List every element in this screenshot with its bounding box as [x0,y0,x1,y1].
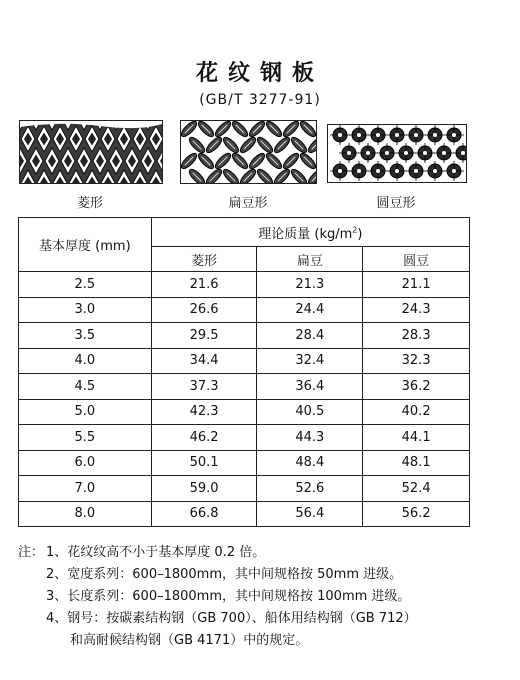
weight-cell: 44.3 [257,425,363,451]
round-bean-column-header: 圆豆 [363,247,470,272]
note-item [18,542,508,564]
note-number: 4、 [46,611,68,626]
table-row [19,297,470,323]
weight-cell: 59.0 [151,476,257,502]
weight-cell: 36.2 [363,374,470,400]
table-row [19,348,470,374]
thickness-cell: 7.0 [19,476,152,502]
page-title: 花纹钢板 [195,61,324,86]
thickness-cell: 4.5 [19,374,152,400]
table-row [19,450,470,476]
weight-cell: 28.4 [257,323,363,349]
weight-cell: 34.4 [151,348,257,374]
weight-cell: 24.3 [363,297,470,323]
weight-cell: 48.4 [257,450,363,476]
weight-cell: 26.6 [151,297,257,323]
round-bean-pattern-illustration [328,125,466,182]
theoretical-weight-table [18,217,470,527]
weight-cell: 46.2 [151,425,257,451]
weight-cell: 21.6 [151,272,257,298]
weight-cell: 36.4 [257,374,363,400]
weight-cell: 66.8 [151,501,257,527]
table-row [19,272,470,298]
thickness-cell: 2.5 [19,272,152,298]
lentil-pattern-illustration [181,121,316,183]
notes-prefix: 注： [18,545,45,560]
thickness-cell: 8.0 [19,501,152,527]
thickness-cell: 6.0 [19,450,152,476]
notes-section [18,542,508,652]
note-item [18,586,508,608]
table-row [19,476,470,502]
standard-number: (GB/T 3277-91) [199,92,321,108]
weight-cell: 40.5 [257,399,363,425]
note-text: 宽度系列：600–1800mm，其中间规格按 50mm 进级。 [67,567,403,582]
weight-cell: 21.1 [363,272,470,298]
rhombus-pattern-illustration [20,121,162,183]
round-bean-pattern-image [327,124,467,183]
weight-group-header: 理论质量 $(kg/m^2)$ [151,218,469,247]
note-number: 3、 [46,589,68,604]
weight-cell: 44.1 [363,425,470,451]
weight-cell: 42.3 [151,399,257,425]
weight-cell: 40.2 [363,399,470,425]
table-row [19,501,470,527]
weight-cell: 21.3 [257,272,363,298]
note-number: 2、 [46,567,68,582]
table-row [19,425,470,451]
weight-cell: 56.2 [363,501,470,527]
lentil-pattern-image [180,120,317,184]
weight-cell: 52.4 [363,476,470,502]
weight-cell: 56.4 [257,501,363,527]
weight-cell: 29.5 [151,323,257,349]
weight-cell: 32.4 [257,348,363,374]
rhombus-column-header: 菱形 [151,247,257,272]
table-row [19,323,470,349]
weight-cell: 24.4 [257,297,363,323]
rhombus-pattern-caption: 菱形 [76,196,103,211]
note-number: 1、 [46,545,68,560]
note-text: 花纹纹高不小于基本厚度 0.2 倍。 [67,545,266,560]
weight-cell: 50.1 [151,450,257,476]
thickness-header: 基本厚度 (mm) [19,218,152,272]
lentil-pattern-caption: 扁豆形 [228,196,268,211]
note-text: 长度系列：600–1800mm，其中间规格按 100mm 进级。 [67,589,411,604]
round-bean-pattern-caption: 圆豆形 [376,196,416,211]
weight-cell: 37.3 [151,374,257,400]
thickness-cell: 3.0 [19,297,152,323]
note-item [18,564,508,586]
thickness-cell: 5.0 [19,399,152,425]
rhombus-pattern-image [19,120,163,184]
weight-cell: 52.6 [257,476,363,502]
weight-cell: 48.1 [363,450,470,476]
thickness-cell: 5.5 [19,425,152,451]
weight-cell: 32.3 [363,348,470,374]
thickness-cell: 4.0 [19,348,152,374]
note-item [18,608,508,630]
thickness-cell: 3.5 [19,323,152,349]
weight-cell: 28.3 [363,323,470,349]
note-continuation: 和高耐候结构钢（GB 4171）中的规定。 [70,633,309,648]
lentil-column-header: 扁豆 [257,247,363,272]
table-row [19,399,470,425]
note-text: 钢号：按碳素结构钢（GB 700）、船体用结构钢（GB 712） [67,611,417,626]
table-row [19,374,470,400]
